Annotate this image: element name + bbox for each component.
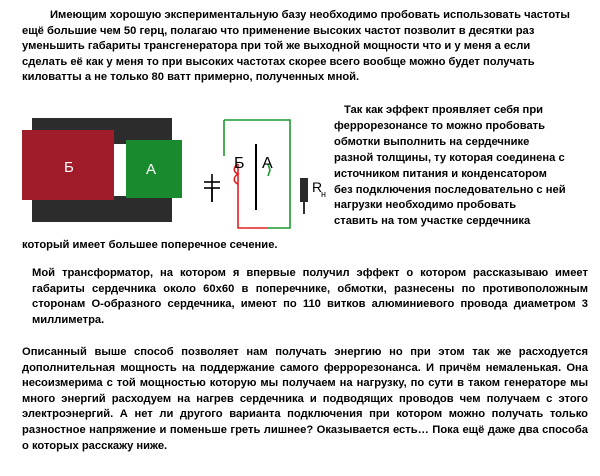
paragraph-frequencies	[22, 8, 588, 86]
paragraph-ferroresonance	[334, 103, 586, 230]
core-figure	[20, 110, 192, 228]
text-line: ставить на том участке сердечника	[334, 215, 531, 228]
text-line: уменьшить габариты трансгенератора при той же выходной мощности что и у меня а если	[22, 40, 531, 53]
load-resistor	[300, 178, 308, 214]
text-line: разной толщины, ту которая соединена с	[334, 151, 565, 164]
paragraph-power-loss: Описанный выше способ позволяет нам получать энергию но при этом так же расходуется дополнительная мощность на поддержание самого феррорезонанса. И причём немаленькая. Она несоизмерима с той мощностью которую мы получаем на нагрузку, по сути в таком генераторе мы много энергий расходуем на нагрев сердечника и подводящих проводов чем получаем с этого электроэнергий. А нет ли другого варианта подключения при котором можно получать только разностное напряжение и поменьше греть лишнее? Оказывается есть… Пока ещё даже два способа о которых расскажу ниже.	[22, 346, 588, 452]
text-line: Так как эффект проявляет себя при	[344, 104, 544, 116]
text-line: феррорезонансе то можно пробовать	[334, 119, 546, 132]
winding-b-label: Б	[234, 155, 245, 172]
text-line: сделать её как у меня то при высоких частотах скорее всего вообще можно будет получать	[22, 55, 535, 68]
coil-b-label: Б	[64, 159, 74, 176]
coil-a-label: А	[146, 161, 157, 178]
red-wire	[234, 164, 268, 228]
text-line: нагрузки необходимо пробовать	[334, 199, 517, 212]
capacitor	[204, 174, 220, 202]
text-line: ещё большие чем 50 герц, полагаю что применение высоких частот позволит в десятки раз	[22, 24, 535, 37]
text-line: источником питания и конденсатором	[334, 167, 547, 180]
text-line: киловатты а не только 80 ватт примерно, полученных мной.	[22, 71, 360, 84]
resistor-subscript: н	[321, 189, 326, 199]
text-line: который имеет большее поперечное сечение.	[22, 239, 278, 251]
winding-a-label: А	[262, 155, 273, 172]
circuit-figure	[198, 110, 330, 234]
text-line: без подключения последовательно с ней	[334, 183, 566, 196]
text-line: Имеющим хорошую экспериментальную базу необходимо пробовать использовать частоты	[50, 9, 570, 21]
paragraph-transformer: Мой трансформатор, на котором я впервые получил эффект о котором рассказываю имеет габариты сердечника около 60х60 в поперечнике, обмотки, разнесены по противоположным сторонам О-образного сердечника, имеют по 110 витков алюминиевого провода диаметром 3 миллиметра.	[32, 267, 588, 326]
resistor-label: R	[312, 179, 323, 195]
text-line: обмотки выполнить на сердечнике	[334, 135, 530, 148]
